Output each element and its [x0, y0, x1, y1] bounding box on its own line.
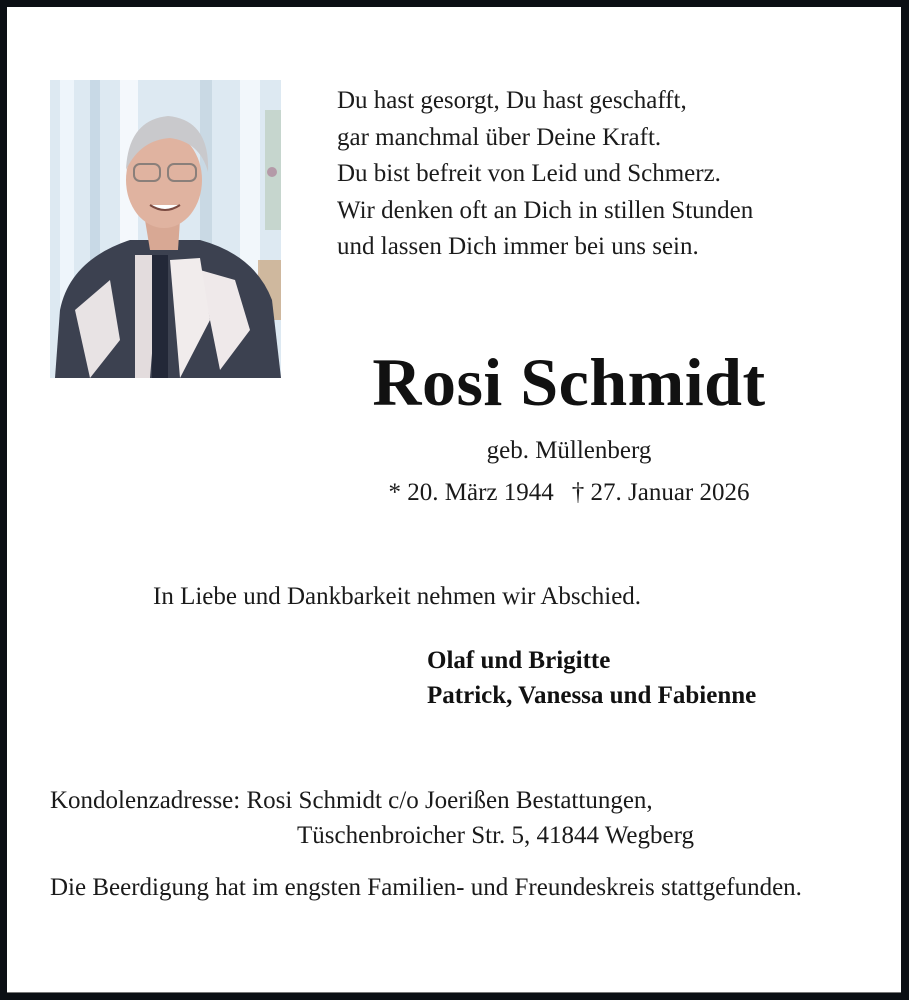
funeral-note: Die Beerdigung hat im engsten Familien- und Freundeskreis stattgefunden. [50, 874, 802, 901]
obituary-notice [7, 7, 901, 993]
memorial-poem [337, 83, 753, 266]
mourner-line: Patrick, Vanessa und Fabienne [427, 682, 757, 709]
death-date: † 27. Januar 2026 [571, 479, 750, 506]
poem-line: Du bist befreit von Leid und Schmerz. [337, 160, 721, 187]
poem-line: gar manchmal über Deine Kraft. [337, 123, 662, 151]
condolence-address [50, 783, 694, 853]
birth-name: geb. Müllenberg [486, 437, 652, 464]
life-dates [7, 479, 901, 507]
mourners-list [427, 643, 756, 713]
portrait-image [50, 80, 281, 378]
farewell-message: In Liebe und Dankbarkeit nehmen wir Abschied. [153, 583, 642, 610]
poem-line: und lassen Dich immer bei uns sein. [337, 233, 699, 260]
birth-date: * 20. März 1944 [388, 479, 554, 506]
address-line-2: Tüschenbroicher Str. 5, 41844 Wegberg [297, 822, 694, 849]
portrait-photo [50, 80, 281, 378]
mourner-line: Olaf und Brigitte [427, 647, 611, 674]
poem-line: Wir denken oft an Dich in stillen Stunden [337, 196, 754, 224]
deceased-name: Rosi Schmidt [372, 344, 766, 420]
address-line-1: Kondolenzadresse: Rosi Schmidt c/o Joerißen Bestattungen, [50, 787, 653, 814]
poem-line: Du hast gesorgt, Du hast geschafft, [337, 87, 687, 114]
